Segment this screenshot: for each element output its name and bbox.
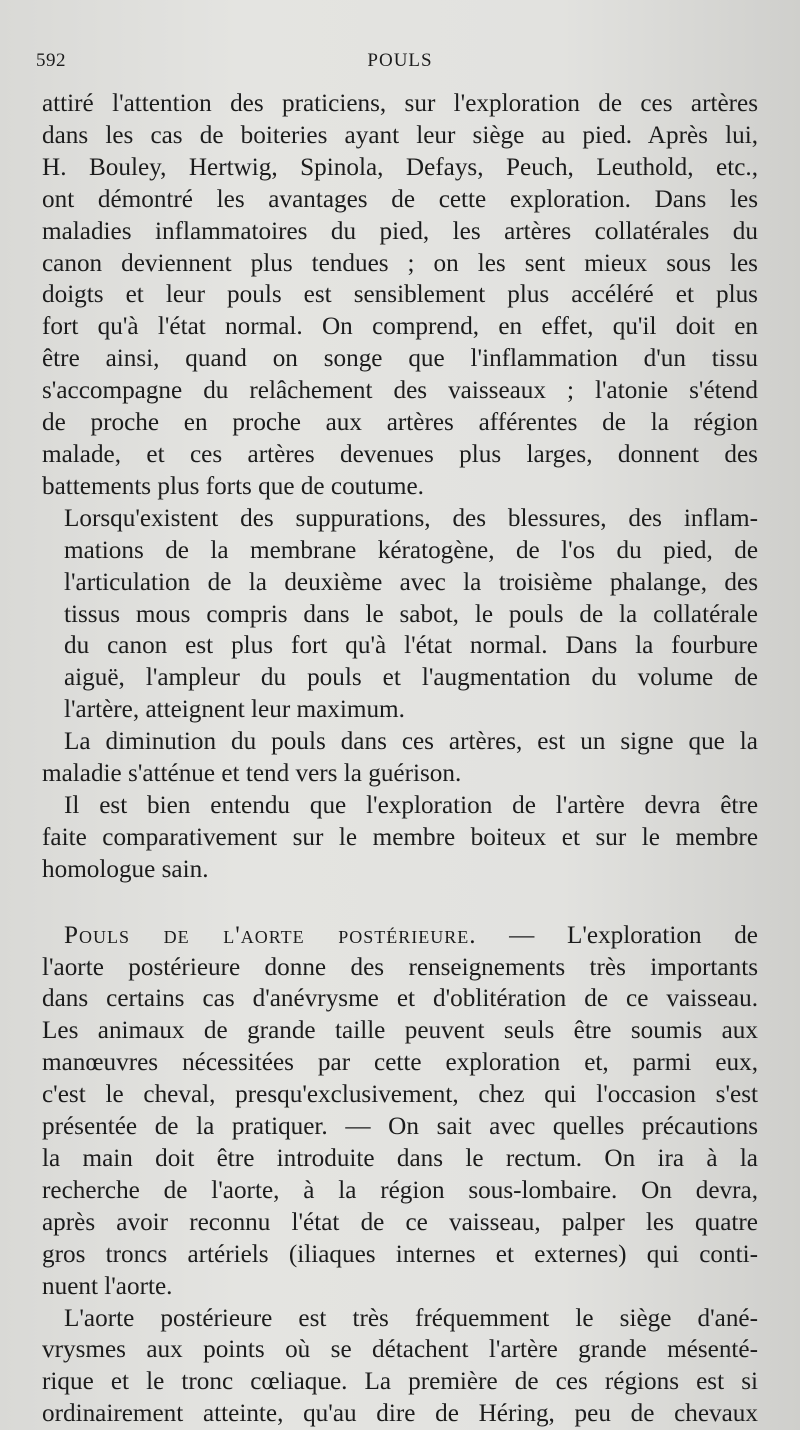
text-line: doigts et leur pouls est sensiblement plus accéléré et plus xyxy=(42,281,758,309)
text-line: tissus mous compris dans le sabot, le pouls de la collatérale xyxy=(64,600,758,628)
section-spacer xyxy=(42,886,758,920)
section-heading: Pouls de l'aorte postérieure. xyxy=(64,921,477,949)
text-line: être ainsi, quand on songe que l'inflammation d'un tissu xyxy=(42,345,758,373)
text-line: maladies inflammatoires du pied, les artères collatérales du xyxy=(42,217,758,245)
paragraph-5 xyxy=(42,920,758,1303)
paragraph-3 xyxy=(42,726,758,790)
text-line: après avoir reconnu l'état de ce vaisseau, palper les quatre xyxy=(42,1208,758,1236)
text-line: aiguë, l'ampleur du pouls et l'augmentation du volume de xyxy=(64,664,758,692)
text-line: ont démontré les avantages de cette exploration. Dans les xyxy=(42,185,758,213)
text-line: c'est le cheval, presqu'exclusivement, chez qui l'occasion s'est xyxy=(42,1081,758,1109)
text-line: H. Bouley, Hertwig, Spinola, Defays, Peuch, Leuthold, etc., xyxy=(42,153,758,181)
text-line: ordinairement atteinte, qu'au dire de Héring, peu de chevaux xyxy=(42,1400,758,1428)
text-line: dans les cas de boiteries ayant leur siège au pied. Après lui, xyxy=(42,121,758,149)
paragraph-4 xyxy=(42,790,758,886)
running-title: POULS xyxy=(367,50,433,71)
section-heading-continuation: — L'exploration de xyxy=(476,921,758,949)
text-line: l'articulation de la deuxième avec la troisième phalange, des xyxy=(64,568,758,596)
text-line: s'accompagne du relâchement des vaisseaux ; l'atonie s'étend xyxy=(42,377,758,405)
text-line: du canon est plus fort qu'à l'état normal. Dans la fourbure xyxy=(64,632,758,660)
text-line: la main doit être introduite dans le rectum. On ira à la xyxy=(42,1145,758,1172)
running-head xyxy=(36,46,758,74)
section-heading-line xyxy=(42,920,758,952)
paragraph-1 xyxy=(42,88,758,503)
text-line: l'aorte postérieure donne des renseignements très importants xyxy=(42,953,758,981)
text-line: attiré l'attention des praticiens, sur l'exploration de ces artères xyxy=(42,90,758,117)
paragraph-2 xyxy=(42,503,758,726)
text-line: vrysmes aux points où se détachent l'artère grande mésenté- xyxy=(42,1336,758,1364)
text-line: malade, et ces artères devenues plus larges, donnent des xyxy=(42,440,758,468)
text-line: Les animaux de grande taille peuvent seuls être soumis aux xyxy=(42,1017,758,1045)
text-line: de proche en proche aux artères afférentes de la région xyxy=(42,409,758,437)
text-line: fort qu'à l'état normal. On comprend, en effet, qu'il doit en xyxy=(42,313,758,341)
text-line: mations de la membrane kératogène, de l'os du pied, de xyxy=(64,536,758,564)
text-line: maladie s'atténue et tend vers la guérison. xyxy=(42,760,462,788)
text-line: recherche de l'aorte, à la région sous-lombaire. On devra, xyxy=(42,1176,758,1204)
text-line: La diminution du pouls dans ces artères, est un signe que la xyxy=(64,728,758,756)
text-line: homologue sain. xyxy=(42,855,209,883)
text-line: manœuvres nécessitées par cette exploration et, parmi eux, xyxy=(42,1049,758,1077)
text-line: Il est bien entendu que l'exploration de l'artère devra être xyxy=(64,791,758,819)
text-line: présentée de la pratiquer. — On sait avec quelles précautions xyxy=(42,1113,758,1141)
page-number: 592 xyxy=(36,50,66,71)
text-line: Lorsqu'existent des suppurations, des blessures, des inflam- xyxy=(64,504,758,532)
text-line: L'aorte postérieure est très fréquemment le siège d'ané- xyxy=(64,1304,758,1332)
text-line: nuent l'aorte. xyxy=(42,1272,173,1300)
text-line: faite comparativement sur le membre boiteux et sur le membre xyxy=(42,823,758,851)
text-line: battements plus forts que de coutume. xyxy=(42,472,424,500)
text-line: canon deviennent plus tendues ; on les sent mieux sous les xyxy=(42,249,758,277)
text-line: rique et le tronc cœliaque. La première de ces régions est si xyxy=(42,1368,758,1396)
text-line: gros troncs artériels (iliaques internes et externes) qui conti- xyxy=(42,1240,758,1268)
text-line: l'artère, atteignent leur maximum. xyxy=(64,696,405,724)
text-line: dans certains cas d'anévrysme et d'oblitération de ce vaisseau. xyxy=(42,985,758,1013)
body-text xyxy=(42,88,758,1430)
paragraph-6 xyxy=(42,1303,758,1430)
